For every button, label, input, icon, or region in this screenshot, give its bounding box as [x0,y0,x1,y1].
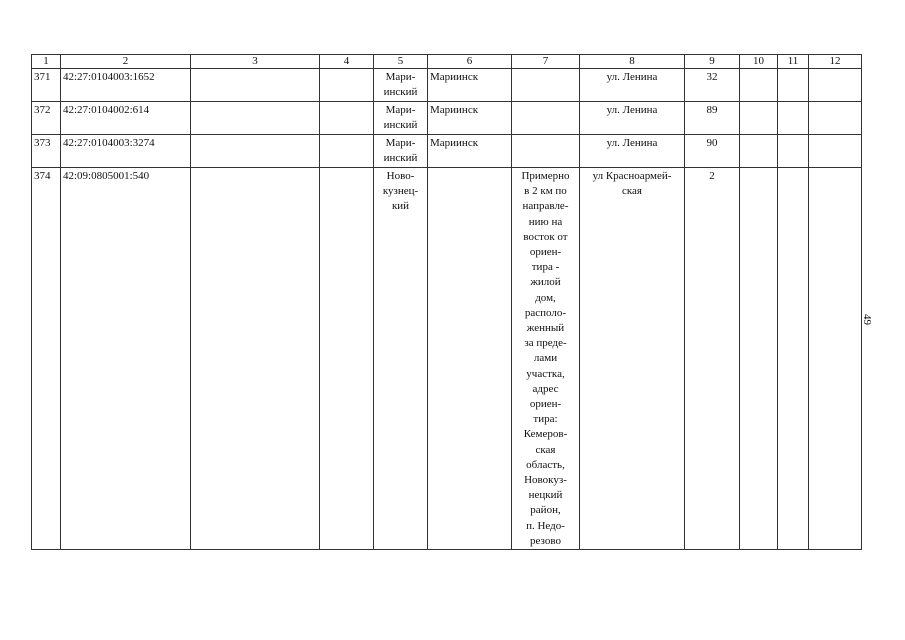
row-number-cell: 371 [32,69,61,102]
table-cell [191,69,320,102]
street-cell: ул. Ленина [580,102,685,135]
column-header: 9 [685,55,740,69]
table-cell [191,135,320,168]
column-header: 5 [374,55,428,69]
district-cell: Ново- кузнец- кий [374,168,428,550]
row-number-cell: 374 [32,168,61,550]
table-row [32,135,862,168]
table-row [32,69,862,102]
table-cell [740,135,778,168]
table-cell [778,102,809,135]
cadastral-number-cell: 42:27:0104002:614 [61,102,191,135]
table-cell [809,135,862,168]
location-description-cell [512,69,580,102]
table-cell [320,135,374,168]
settlement-cell: Мариинск [428,135,512,168]
table-row [32,102,862,135]
header-row [32,55,862,69]
settlement-cell: Мариинск [428,102,512,135]
table-cell [740,168,778,550]
table-cell [809,69,862,102]
table-cell [809,102,862,135]
table-cell [191,168,320,550]
table-cell [740,102,778,135]
district-cell: Мари- инский [374,135,428,168]
column-header: 11 [778,55,809,69]
table-cell [320,102,374,135]
column-header: 8 [580,55,685,69]
column-header: 10 [740,55,778,69]
settlement-cell: Мариинск [428,69,512,102]
table-cell [778,135,809,168]
settlement-cell [428,168,512,550]
column-header: 6 [428,55,512,69]
location-description-cell [512,102,580,135]
column-header: 3 [191,55,320,69]
street-cell: ул. Ленина [580,69,685,102]
house-number-cell: 32 [685,69,740,102]
table-cell [320,168,374,550]
column-header: 7 [512,55,580,69]
location-description-cell [512,135,580,168]
cadastral-number-cell: 42:27:0104003:1652 [61,69,191,102]
street-cell: ул Красноармей- ская [580,168,685,550]
table-cell [778,168,809,550]
table-row [32,168,862,550]
house-number-cell: 2 [685,168,740,550]
column-header: 1 [32,55,61,69]
district-cell: Мари- инский [374,102,428,135]
table-cell [740,69,778,102]
column-header: 4 [320,55,374,69]
page-number: 49 [861,314,873,325]
row-number-cell: 372 [32,102,61,135]
cadastral-number-cell: 42:09:0805001:540 [61,168,191,550]
table-cell [809,168,862,550]
registry-table [31,54,862,550]
cadastral-number-cell: 42:27:0104003:3274 [61,135,191,168]
table-cell [320,69,374,102]
row-number-cell: 373 [32,135,61,168]
street-cell: ул. Ленина [580,135,685,168]
location-description-cell: Примерно в 2 км по направле- нию на восток от ориен- тира - жилой дом, располо- женный за преде- лами участка, адрес ориен- тира: Кемеров- ская область, Новокуз- нецкий район, п. Недо- резово [512,168,580,550]
table-cell [191,102,320,135]
house-number-cell: 89 [685,102,740,135]
district-cell: Мари- инский [374,69,428,102]
house-number-cell: 90 [685,135,740,168]
column-header: 2 [61,55,191,69]
column-header: 12 [809,55,862,69]
table-cell [778,69,809,102]
